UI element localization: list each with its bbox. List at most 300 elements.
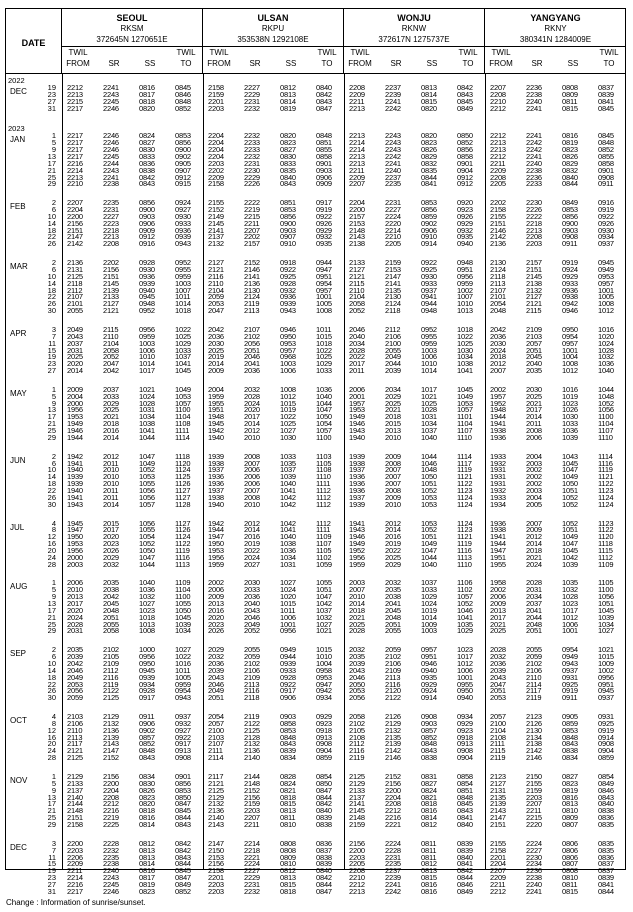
time-cell: 2243 <box>385 138 401 148</box>
time-cell: 1951 <box>208 405 224 415</box>
time-cell: 2237 <box>385 172 401 182</box>
time-cell: 1018 <box>175 306 191 316</box>
time-cell: 2022 <box>349 352 365 362</box>
time-cell: 2209 <box>349 89 365 99</box>
time-cell: 2014 <box>244 525 260 535</box>
time-cell: 2030 <box>526 384 542 394</box>
time-cell: 1123 <box>457 485 473 495</box>
time-cell: 2055 <box>385 626 401 636</box>
time-cell: 0814 <box>421 89 437 99</box>
time-cell: 0824 <box>280 778 296 788</box>
time-cell: 0843 <box>139 179 155 189</box>
sr-label: SR <box>531 59 543 68</box>
time-cell: 1102 <box>316 552 332 562</box>
time-cell: 1045 <box>457 384 473 394</box>
time-cell: 1040 <box>316 391 332 401</box>
time-cell: 1041 <box>457 366 473 376</box>
time-cell: 0922 <box>280 679 296 689</box>
time-cell: 0902 <box>421 218 437 228</box>
time-cell: 0930 <box>421 271 437 281</box>
time-cell: 2200 <box>67 838 83 848</box>
time-cell: 2235 <box>103 198 119 208</box>
time-cell: 2212 <box>67 83 83 92</box>
time-cell: 0814 <box>139 819 155 829</box>
time-cell: 2203 <box>208 886 224 896</box>
time-cell: 2021 <box>526 552 542 562</box>
time-cell: 1128 <box>175 499 191 509</box>
time-cell: 0957 <box>421 645 437 655</box>
time-cell: 1107 <box>598 426 614 435</box>
time-cell: 1034 <box>457 352 473 362</box>
time-cell: 0823 <box>562 778 578 788</box>
time-cell: 1122 <box>598 479 614 489</box>
time-cell: 2043 <box>67 331 83 341</box>
time-cell: 2241 <box>385 879 401 889</box>
time-cell: 2053 <box>208 299 224 309</box>
time-cell: 2153 <box>208 852 224 862</box>
time-cell: 2000 <box>67 552 83 562</box>
day-number: 10 <box>47 465 56 475</box>
time-cell: 2147 <box>490 813 506 823</box>
time-cell: 2046 <box>349 324 365 334</box>
time-cell: 2138 <box>526 278 542 288</box>
time-cell: 2208 <box>490 89 506 99</box>
time-cell: 2204 <box>490 859 506 869</box>
time-cell: 2216 <box>103 806 119 816</box>
time-cell: 2121 <box>526 299 542 309</box>
time-cell: 1952 <box>349 545 365 555</box>
time-cell: 1112 <box>316 499 331 509</box>
time-cell: 1035 <box>280 458 296 468</box>
time-cell: 1110 <box>457 559 472 569</box>
time-cell: 2119 <box>349 753 365 763</box>
time-cell: 2131 <box>67 265 83 274</box>
time-cell: 2241 <box>526 103 542 113</box>
time-cell: 2225 <box>103 819 119 829</box>
day-number: 5 <box>51 138 56 148</box>
time-cell: 0942 <box>562 299 578 309</box>
time-cell: 0819 <box>280 103 296 113</box>
time-cell: 0840 <box>316 806 332 816</box>
time-cell: 1936 <box>208 472 224 482</box>
sr-label: SR <box>390 59 402 68</box>
time-cell: 1104 <box>175 585 191 595</box>
time-cell: 0935 <box>316 239 332 249</box>
time-cell: 1943 <box>349 525 365 535</box>
time-cell: 0912 <box>175 172 191 182</box>
time-cell: 1037 <box>421 426 437 435</box>
time-cell: 0847 <box>316 103 332 113</box>
time-cell: 1013 <box>457 306 473 316</box>
time-cell: 2132 <box>103 718 119 728</box>
time-cell: 1049 <box>457 391 473 401</box>
time-cell: 2201 <box>208 96 224 106</box>
time-cell: 0819 <box>562 785 578 795</box>
time-cell: 2130 <box>385 292 401 302</box>
time-cell: 2004 <box>526 492 542 502</box>
time-cell: 1050 <box>175 605 191 615</box>
time-cell: 2014 <box>385 525 401 535</box>
time-cell: 0940 <box>457 239 473 249</box>
time-cell: 2124 <box>490 265 506 274</box>
date-header-label: DATE <box>21 38 46 48</box>
time-cell: 2031 <box>67 626 83 636</box>
time-cell: 0843 <box>175 852 191 862</box>
time-cell: 1027 <box>139 599 155 608</box>
time-cell: 2014 <box>526 539 542 549</box>
time-cell: 1008 <box>562 359 578 369</box>
time-cell: 0950 <box>139 658 155 668</box>
time-cell: 2158 <box>490 845 506 855</box>
time-cell: 2006 <box>490 592 506 602</box>
time-cell: 0820 <box>421 103 437 113</box>
time-cell: 0927 <box>175 205 191 215</box>
time-cell: 2213 <box>349 103 365 113</box>
time-cell: 1122 <box>175 539 191 549</box>
time-cell: 0846 <box>457 879 473 889</box>
time-cell: 2002 <box>490 384 506 394</box>
time-cell: 0918 <box>316 725 332 735</box>
time-cell: 1042 <box>280 518 296 528</box>
time-cell: 1112 <box>316 485 331 495</box>
time-cell: 0819 <box>562 138 578 148</box>
time-cell: 0904 <box>316 746 332 756</box>
month-label: FEB <box>10 202 26 212</box>
time-cell: 2212 <box>490 886 506 896</box>
time-cell: 2109 <box>103 658 119 668</box>
time-cell: 1027 <box>598 626 614 636</box>
month-label: JAN <box>10 135 26 145</box>
time-cell: 2159 <box>208 89 224 99</box>
time-cell: 2028 <box>490 645 506 655</box>
time-cell: 2231 <box>103 205 119 215</box>
time-cell: 2125 <box>67 271 83 281</box>
time-cell: 2210 <box>349 873 365 883</box>
day-number: 1 <box>51 384 56 394</box>
time-cell: 0813 <box>139 845 155 855</box>
time-cell: 0943 <box>175 693 191 703</box>
time-cell: 0947 <box>316 265 332 274</box>
time-cell: 2123 <box>526 712 542 722</box>
time-cell: 0937 <box>562 665 578 675</box>
time-cell: 1005 <box>316 299 332 309</box>
time-cell: 1938 <box>490 525 506 535</box>
time-cell: 0946 <box>562 306 578 316</box>
time-cell: 1040 <box>280 532 296 542</box>
time-cell: 2203 <box>244 806 260 816</box>
time-cell: 0817 <box>139 89 155 99</box>
time-cell: 2047 <box>490 679 506 689</box>
time-cell: 2028 <box>526 578 542 588</box>
day-number: 19 <box>47 352 56 362</box>
time-cell: 1056 <box>139 485 155 495</box>
twil-to-label <box>593 47 625 69</box>
time-cell: 2100 <box>208 725 224 735</box>
time-cell: 1020 <box>598 331 614 341</box>
time-cell: 2108 <box>349 732 365 742</box>
time-cell: 2007 <box>526 518 542 528</box>
time-cell: 2217 <box>67 131 83 141</box>
time-cell: 1033 <box>562 419 578 429</box>
time-cell: 2022 <box>385 545 401 555</box>
time-cell: 0838 <box>316 852 332 862</box>
time-cell: 2211 <box>244 218 260 228</box>
day-number: 13 <box>47 792 56 802</box>
time-cell: 0911 <box>562 239 578 249</box>
time-cell: 0924 <box>175 198 191 208</box>
time-cell: 2145 <box>103 278 119 288</box>
time-cell: 0858 <box>457 151 473 161</box>
day-number: 4 <box>51 712 56 722</box>
time-cell: 0925 <box>598 718 614 728</box>
time-cell: 2207 <box>349 179 365 189</box>
day-number: 20 <box>47 545 56 555</box>
time-cell: 2018 <box>490 352 506 362</box>
time-cell: 1942 <box>67 451 83 461</box>
time-cell: 1052 <box>562 492 578 502</box>
time-cell: 0856 <box>280 211 296 221</box>
time-cell: 2006 <box>208 585 224 595</box>
time-cell: 1010 <box>457 299 473 309</box>
time-cell: 1028 <box>562 592 578 602</box>
time-cell: 0810 <box>562 806 578 816</box>
time-cell: 1003 <box>421 345 437 355</box>
day-number: 26 <box>47 239 56 249</box>
time-cell: 0847 <box>175 873 191 883</box>
time-cell: 1035 <box>457 619 473 629</box>
time-cell: 0955 <box>175 265 191 274</box>
time-cell: 2009 <box>385 451 401 461</box>
time-cell: 0917 <box>175 739 191 749</box>
time-cell: 2127 <box>349 265 365 274</box>
time-cell: 2217 <box>67 145 83 155</box>
time-cell: 2118 <box>67 278 83 288</box>
time-cell: 2115 <box>349 278 365 288</box>
time-cell: 2023 <box>208 619 224 629</box>
time-cell: 2209 <box>67 859 83 869</box>
time-cell: 2017 <box>67 599 83 608</box>
time-cell: 2138 <box>349 239 365 249</box>
time-cell: 1950 <box>67 532 83 542</box>
time-cell: 2223 <box>103 218 119 228</box>
time-cell: 1012 <box>457 658 473 668</box>
time-cell: 2201 <box>490 852 506 862</box>
time-cell: 2213 <box>490 138 506 148</box>
time-cell: 2218 <box>244 845 260 855</box>
time-cell: 1030 <box>280 432 296 442</box>
time-cell: 1038 <box>457 359 473 369</box>
time-cell: 1123 <box>598 518 614 528</box>
time-cell: 2030 <box>244 578 260 588</box>
time-cell: 2224 <box>244 859 260 869</box>
time-cell: 2051 <box>526 626 542 636</box>
time-cell: 1111 <box>175 426 190 435</box>
time-cell: 2055 <box>385 345 401 355</box>
time-cell: 0850 <box>316 778 332 788</box>
date-header <box>6 9 62 74</box>
time-cell: 2241 <box>526 886 542 896</box>
time-cell: 2006 <box>349 384 365 394</box>
time-cell: 0812 <box>280 83 296 92</box>
day-number: 12 <box>47 725 56 735</box>
time-cell: 2121 <box>67 746 83 756</box>
time-cell: 1955 <box>208 398 224 408</box>
time-cell: 1100 <box>175 592 191 602</box>
month-label: MAY <box>10 388 27 398</box>
time-cell: 2004 <box>67 391 83 401</box>
time-cell: 0933 <box>175 218 191 228</box>
time-cell: 0845 <box>598 103 614 113</box>
time-cell: 1001 <box>562 626 578 636</box>
time-cell: 2021 <box>385 405 401 415</box>
time-cell: 2127 <box>103 299 119 309</box>
time-cell: 2057 <box>526 338 542 348</box>
time-cell: 0924 <box>562 265 578 274</box>
time-cell: 0853 <box>421 198 437 208</box>
day-number: 29 <box>47 179 56 189</box>
time-cell: 2133 <box>349 785 365 795</box>
twil-from-label <box>485 47 517 69</box>
time-cell: 2210 <box>67 179 83 189</box>
day-number: 14 <box>47 472 56 482</box>
time-cell: 2054 <box>490 299 506 309</box>
time-cell: 2214 <box>67 873 83 883</box>
time-cell: 1006 <box>280 612 296 622</box>
time-cell: 1056 <box>139 518 155 528</box>
time-cell: 2152 <box>208 205 224 215</box>
time-cell: 0900 <box>175 145 191 155</box>
time-cell: 2212 <box>385 806 401 816</box>
time-cell: 0807 <box>562 859 578 869</box>
time-cell: 2029 <box>103 552 119 562</box>
time-cell: 1052 <box>457 599 473 608</box>
time-cell: 1105 <box>316 545 332 555</box>
time-cell: 1956 <box>208 552 224 562</box>
time-cell: 2113 <box>244 306 260 316</box>
time-cell: 2035 <box>349 652 365 662</box>
time-cell: 2010 <box>103 479 119 489</box>
day-number: 28 <box>47 753 56 763</box>
time-cell: 2112 <box>103 665 119 675</box>
time-cell: 1022 <box>175 324 191 334</box>
time-cell: 1048 <box>421 465 437 475</box>
time-cell: 2042 <box>490 324 506 334</box>
time-cell: 1104 <box>598 419 614 429</box>
time-cell: 2246 <box>103 131 119 141</box>
time-cell: 0958 <box>316 665 332 675</box>
time-cell: 2158 <box>208 866 224 876</box>
time-cell: 2227 <box>385 205 401 215</box>
time-cell: 2131 <box>490 785 506 795</box>
time-cell: 1052 <box>421 485 437 495</box>
time-cell: 1042 <box>280 492 296 502</box>
time-cell: 2139 <box>103 285 119 295</box>
time-cell: 2042 <box>208 324 224 334</box>
time-cell: 2037 <box>103 384 119 394</box>
time-cell: 2059 <box>208 292 224 302</box>
time-cell: 2153 <box>385 265 401 274</box>
time-cell: 1007 <box>457 292 473 302</box>
time-cell: 2132 <box>208 239 224 249</box>
time-cell: 2208 <box>349 866 365 876</box>
day-number: 2 <box>51 258 56 268</box>
time-cell: 1008 <box>280 384 296 394</box>
time-cell: 2012 <box>385 518 401 528</box>
time-cell: 1118 <box>598 539 613 549</box>
day-number: 17 <box>47 799 56 809</box>
time-cell: 1041 <box>457 612 473 622</box>
time-cell: 0940 <box>139 285 155 295</box>
time-cell: 0901 <box>316 158 332 168</box>
twil-from-label <box>344 47 376 69</box>
time-cell: 1122 <box>457 479 473 489</box>
time-cell: 0841 <box>457 859 473 869</box>
time-cell: 0845 <box>175 806 191 816</box>
time-cell: 1939 <box>349 451 365 461</box>
time-cell: 2115 <box>490 746 506 756</box>
time-cell: 2214 <box>67 165 83 175</box>
time-cell: 1015 <box>316 645 332 655</box>
time-cell: 0848 <box>139 746 155 756</box>
time-cell: 1049 <box>562 532 578 542</box>
time-cell: 1019 <box>280 405 296 415</box>
time-cell: 0835 <box>421 165 437 175</box>
time-cell: 2041 <box>385 599 401 608</box>
time-cell: 0813 <box>562 799 578 809</box>
time-cell: 0905 <box>562 712 578 722</box>
time-cell: 0832 <box>421 158 437 168</box>
time-cell: 1109 <box>175 578 191 588</box>
time-cell: 1114 <box>598 451 613 461</box>
time-cell: 0839 <box>280 746 296 756</box>
time-cell: 2127 <box>526 292 542 302</box>
time-cell: 1055 <box>175 599 191 608</box>
time-cell: 2140 <box>67 792 83 802</box>
time-cell: 2048 <box>385 612 401 622</box>
time-cell: 1939 <box>208 451 224 461</box>
time-cell: 2102 <box>385 652 401 662</box>
time-cell: 0923 <box>457 205 473 215</box>
time-cell: 0914 <box>598 732 614 742</box>
time-cell: 2006 <box>67 578 83 588</box>
time-cell: 2025 <box>385 552 401 562</box>
time-cell: 2125 <box>103 693 119 703</box>
time-cell: 2055 <box>244 645 260 655</box>
time-cell: 1115 <box>598 545 613 555</box>
time-cell: 1011 <box>175 292 191 302</box>
month-label: SEP <box>10 649 27 659</box>
time-cell: 0954 <box>562 331 578 341</box>
time-cell: 0828 <box>280 772 296 781</box>
time-cell: 0852 <box>457 138 473 148</box>
day-number: 13 <box>47 405 56 415</box>
time-cell: 2157 <box>349 211 365 221</box>
day-number: 11 <box>48 338 56 348</box>
time-cell: 0845 <box>457 96 473 106</box>
time-cell: 2135 <box>385 285 401 295</box>
time-cell: 2059 <box>67 693 83 703</box>
time-cell: 2010 <box>67 585 83 595</box>
time-cell: 1100 <box>598 412 614 422</box>
time-cell: 1946 <box>67 426 83 435</box>
time-cell: 2019 <box>385 539 401 549</box>
month-label: JUN <box>10 455 26 465</box>
time-cell: 1034 <box>421 419 437 429</box>
time-cell: 1124 <box>457 518 473 528</box>
time-cell: 2204 <box>208 131 224 141</box>
time-cell: 2152 <box>385 772 401 781</box>
time-cell: 0815 <box>562 886 578 896</box>
